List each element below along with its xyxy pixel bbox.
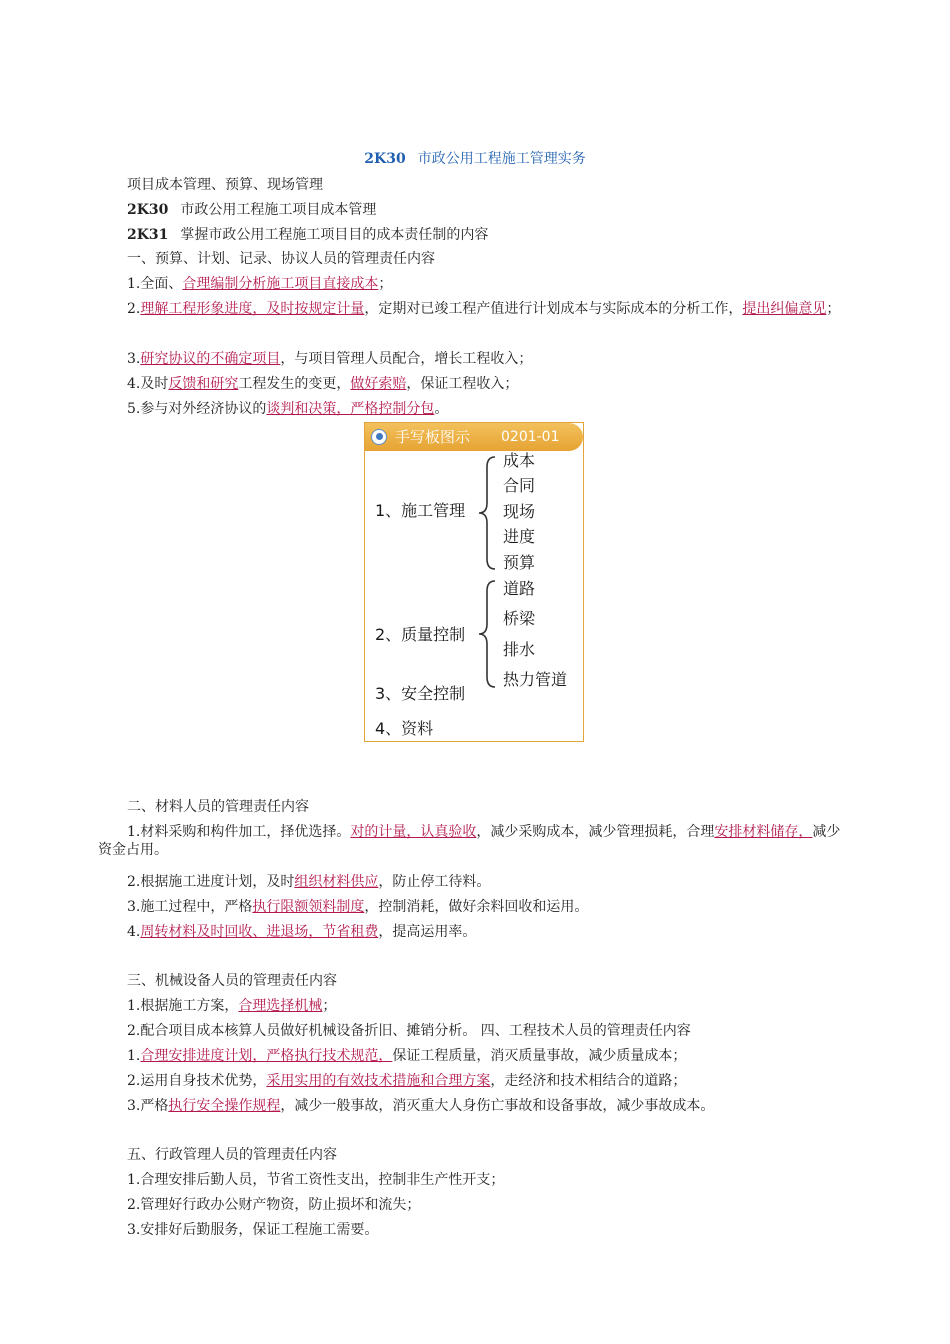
brace-construction: [475, 455, 499, 571]
section-1-heading-text: 一、预算、计划、记录、协议人员的管理责任内容: [127, 251, 435, 267]
board-sub-site: 现场: [503, 502, 536, 521]
code-2k31: 2K31: [127, 227, 169, 243]
s2-item-1: [98, 823, 843, 859]
s2-item-4: [127, 923, 872, 941]
s3-item-2: [127, 1022, 872, 1040]
line-2k30: [127, 201, 872, 219]
board-item-quality: 2、质量控制: [375, 625, 466, 644]
s1-item-2: [98, 300, 843, 318]
title-text: 市政公用工程施工管理实务: [417, 151, 586, 167]
text: 2.根据施工进度计划，及时: [127, 874, 295, 890]
s5-item-3: [127, 1221, 872, 1239]
highlight: 执行限额领料制度: [252, 899, 365, 915]
s1-item-4: [127, 375, 872, 393]
highlight: 对的计量，认真验收: [350, 824, 477, 840]
text: 保证工程质量，消灭质量事故，减少质量成本；: [392, 1048, 687, 1064]
text: 4.: [127, 924, 141, 940]
highlight: 谈判和决策，严格控制分包: [266, 401, 435, 417]
board-title: 手写板图示: [395, 428, 471, 446]
board-item-construction: 1、施工管理: [375, 501, 466, 520]
highlight: 采用实用的有效技术措施和合理方案: [266, 1073, 491, 1089]
section-1-heading: [127, 250, 872, 268]
text: 3.: [127, 351, 141, 367]
highlight: 研究协议的不确定项目: [140, 351, 281, 367]
highlight: 合理选择机械: [238, 998, 323, 1014]
doc-title: [0, 150, 950, 168]
text: ，与项目管理人员配合，增长工程收入；: [280, 351, 533, 367]
s4-item-1: [127, 1047, 872, 1065]
section-3-heading: [127, 972, 872, 990]
section-2-heading: [127, 798, 872, 816]
code-2k30: 2K30: [127, 202, 169, 218]
section-5-heading-text: 五、行政管理人员的管理责任内容: [127, 1147, 337, 1163]
board-code: 0201-01: [501, 429, 560, 445]
board-sub-contract: 合同: [503, 476, 536, 495]
s3-item-1: [127, 997, 872, 1015]
text: 1.: [127, 1048, 141, 1064]
section-3-heading-text: 三、机械设备人员的管理责任内容: [127, 973, 337, 989]
text: 4.及时: [127, 376, 169, 392]
s1-item-3: [127, 350, 872, 368]
text: ，减少一般事故，消灭重大人身伤亡事故和设备事故，减少事故成本。: [280, 1098, 715, 1114]
text: 。: [434, 401, 449, 417]
text: 3.严格: [127, 1098, 169, 1114]
text: ，提高运用率。: [378, 924, 477, 940]
highlight: 执行安全操作规程: [168, 1098, 281, 1114]
s2-item-2: [127, 873, 872, 891]
line-2k31: [127, 226, 872, 244]
title-code: 2K30: [364, 151, 406, 167]
text: ，保证工程收入；: [406, 376, 519, 392]
board-sub-drainage: 排水: [503, 640, 536, 659]
highlight: 提出纠偏意见: [742, 301, 827, 317]
highlight: 安排材料储存，: [714, 824, 813, 840]
board-sub-cost: 成本: [503, 451, 536, 470]
text: 2.管理好行政办公财产物资，防止损坏和流失；: [127, 1197, 421, 1213]
s4-item-3: [127, 1097, 872, 1115]
text: 2.配合项目成本核算人员做好机械设备折旧、摊销分析。 四、工程技术人员的管理责任内容: [127, 1023, 691, 1039]
text: ；: [322, 998, 337, 1014]
s2-item-3: [127, 898, 872, 916]
highlight: 反馈和研究: [168, 376, 239, 392]
text-2k31: 掌握市政公用工程施工项目目的成本责任制的内容: [180, 227, 489, 243]
text: ，控制消耗，做好余料回收和运用。: [364, 899, 589, 915]
text: 工程发生的变更，: [238, 376, 351, 392]
board-sub-schedule: 进度: [503, 527, 536, 546]
text: 3.安排好后勤服务，保证工程施工需要。: [127, 1222, 379, 1238]
text: ，防止停工待料。: [378, 874, 491, 890]
text: 2.运用自身技术优势，: [127, 1073, 267, 1089]
board-item-data: 4、资料: [375, 719, 434, 738]
text: 减少资金占用。: [98, 824, 841, 858]
highlight: 周转材料及时回收、进退场，节省租费: [140, 924, 379, 940]
board-sub-road: 道路: [503, 579, 536, 598]
highlight: 理解工程形象进度，及时按规定计量: [140, 301, 365, 317]
s5-item-1: [127, 1171, 872, 1189]
text-2k30: 市政公用工程施工项目成本管理: [180, 202, 377, 218]
s1-item-1: [127, 275, 872, 293]
text: 1.全面、: [127, 276, 183, 292]
subject-text: 项目成本管理、预算、现场管理: [127, 177, 323, 193]
text: 1.合理安排后勤人员，节省工资性支出，控制非生产性开支；: [127, 1172, 505, 1188]
text: 3.施工过程中，严格: [127, 899, 253, 915]
highlight: 做好索赔: [350, 376, 407, 392]
highlight: 组织材料供应: [294, 874, 379, 890]
board-sub-budget: 预算: [503, 553, 536, 572]
highlight: 合理编制分析施工项目直接成本: [182, 276, 379, 292]
highlight: 合理安排进度计划，严格执行技术规范，: [140, 1048, 393, 1064]
section-2-heading-text: 二、材料人员的管理责任内容: [127, 799, 309, 815]
section-5-heading: [127, 1146, 872, 1164]
board-header: [365, 423, 583, 451]
s4-item-2: [127, 1072, 872, 1090]
board-sub-heat-pipe: 热力管道: [503, 670, 568, 689]
s5-item-2: [127, 1196, 872, 1214]
text: ，定期对已竣工程产值进行计划成本与实际成本的分析工作，: [364, 301, 743, 317]
text: 1.根据施工方案，: [127, 998, 239, 1014]
board-item-safety: 3、安全控制: [375, 684, 466, 703]
text: 5.参与对外经济协议的: [127, 401, 267, 417]
text: ，减少采购成本，减少管理损耗，合理: [476, 824, 715, 840]
handwriting-board: [364, 422, 584, 742]
text: 2.: [127, 301, 141, 317]
pen-icon: [371, 429, 387, 445]
text: ，走经济和技术相结合的道路；: [490, 1073, 687, 1089]
text: ；: [378, 276, 393, 292]
board-sub-bridge: 桥梁: [503, 609, 536, 628]
brace-quality: [475, 579, 499, 689]
text: ；: [826, 301, 841, 317]
text: 1.材料采购和构件加工，择优选择。: [127, 824, 351, 840]
line-subject: [127, 176, 872, 194]
s1-item-5: [127, 400, 872, 418]
